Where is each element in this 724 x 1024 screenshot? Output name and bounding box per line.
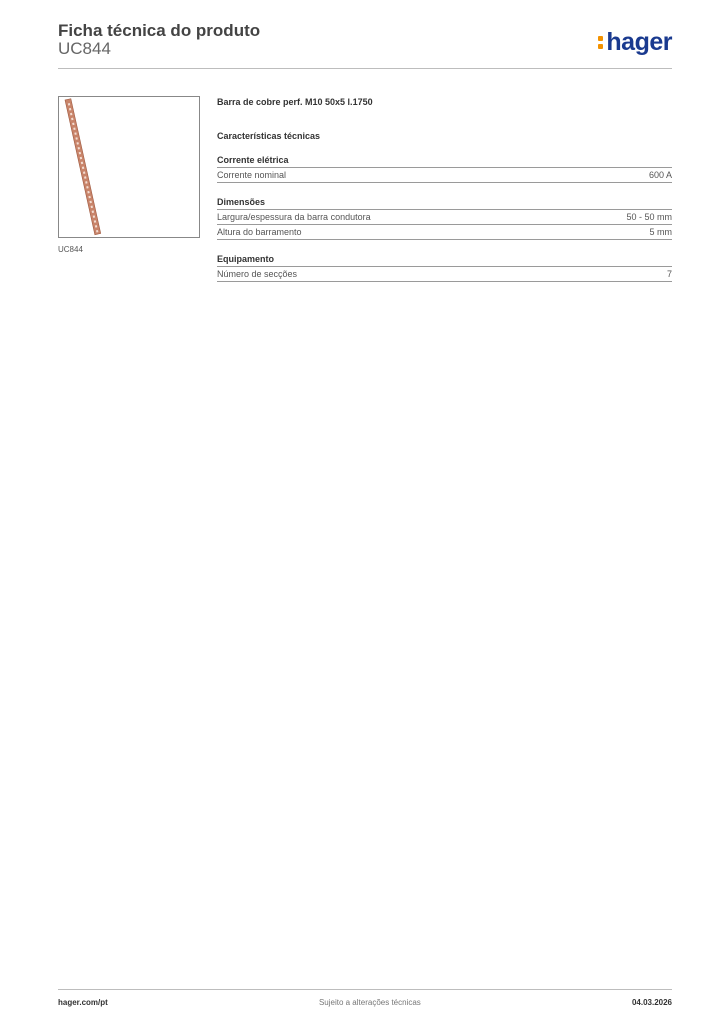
spec-label: Corrente nominal — [217, 170, 287, 180]
spec-group-title: Equipamento — [217, 254, 672, 267]
spec-group-title: Corrente elétrica — [217, 155, 672, 168]
copper-busbar-image — [59, 97, 199, 237]
document-title: Ficha técnica do produto — [58, 21, 261, 40]
page-footer — [58, 998, 672, 1007]
spec-value: 7 — [666, 269, 672, 279]
spec-group-equipment — [217, 254, 672, 282]
product-name: Barra de cobre perf. M10 50x5 l.1750 — [217, 97, 373, 107]
spec-row — [217, 168, 672, 183]
spec-group-electric — [217, 155, 672, 183]
hager-logo: hager — [598, 28, 672, 57]
spec-group-title: Dimensões — [217, 197, 672, 210]
spec-label: Número de secções — [217, 269, 298, 279]
image-caption: UC844 — [58, 245, 83, 254]
header-divider — [58, 68, 672, 69]
spec-value: 600 A — [648, 170, 672, 180]
spec-group-dimensions — [217, 197, 672, 240]
spec-label: Altura do barramento — [217, 227, 302, 237]
product-details — [217, 97, 672, 282]
spec-label: Largura/espessura da barra condutora — [217, 212, 371, 222]
footer-website: hager.com/pt — [58, 998, 108, 1007]
product-image — [58, 96, 200, 238]
section-heading: Características técnicas — [217, 131, 321, 141]
spec-row — [217, 267, 672, 282]
spec-value: 5 mm — [649, 227, 672, 237]
spec-row — [217, 225, 672, 240]
footer-date: 04.03.2026 — [631, 998, 672, 1007]
spec-value: 50 - 50 mm — [626, 212, 672, 222]
logo-colon-icon — [598, 34, 603, 52]
footer-disclaimer: Sujeito a alterações técnicas — [318, 998, 421, 1007]
product-code: UC844 — [58, 39, 111, 58]
spec-row — [217, 210, 672, 225]
footer-divider — [58, 989, 672, 990]
